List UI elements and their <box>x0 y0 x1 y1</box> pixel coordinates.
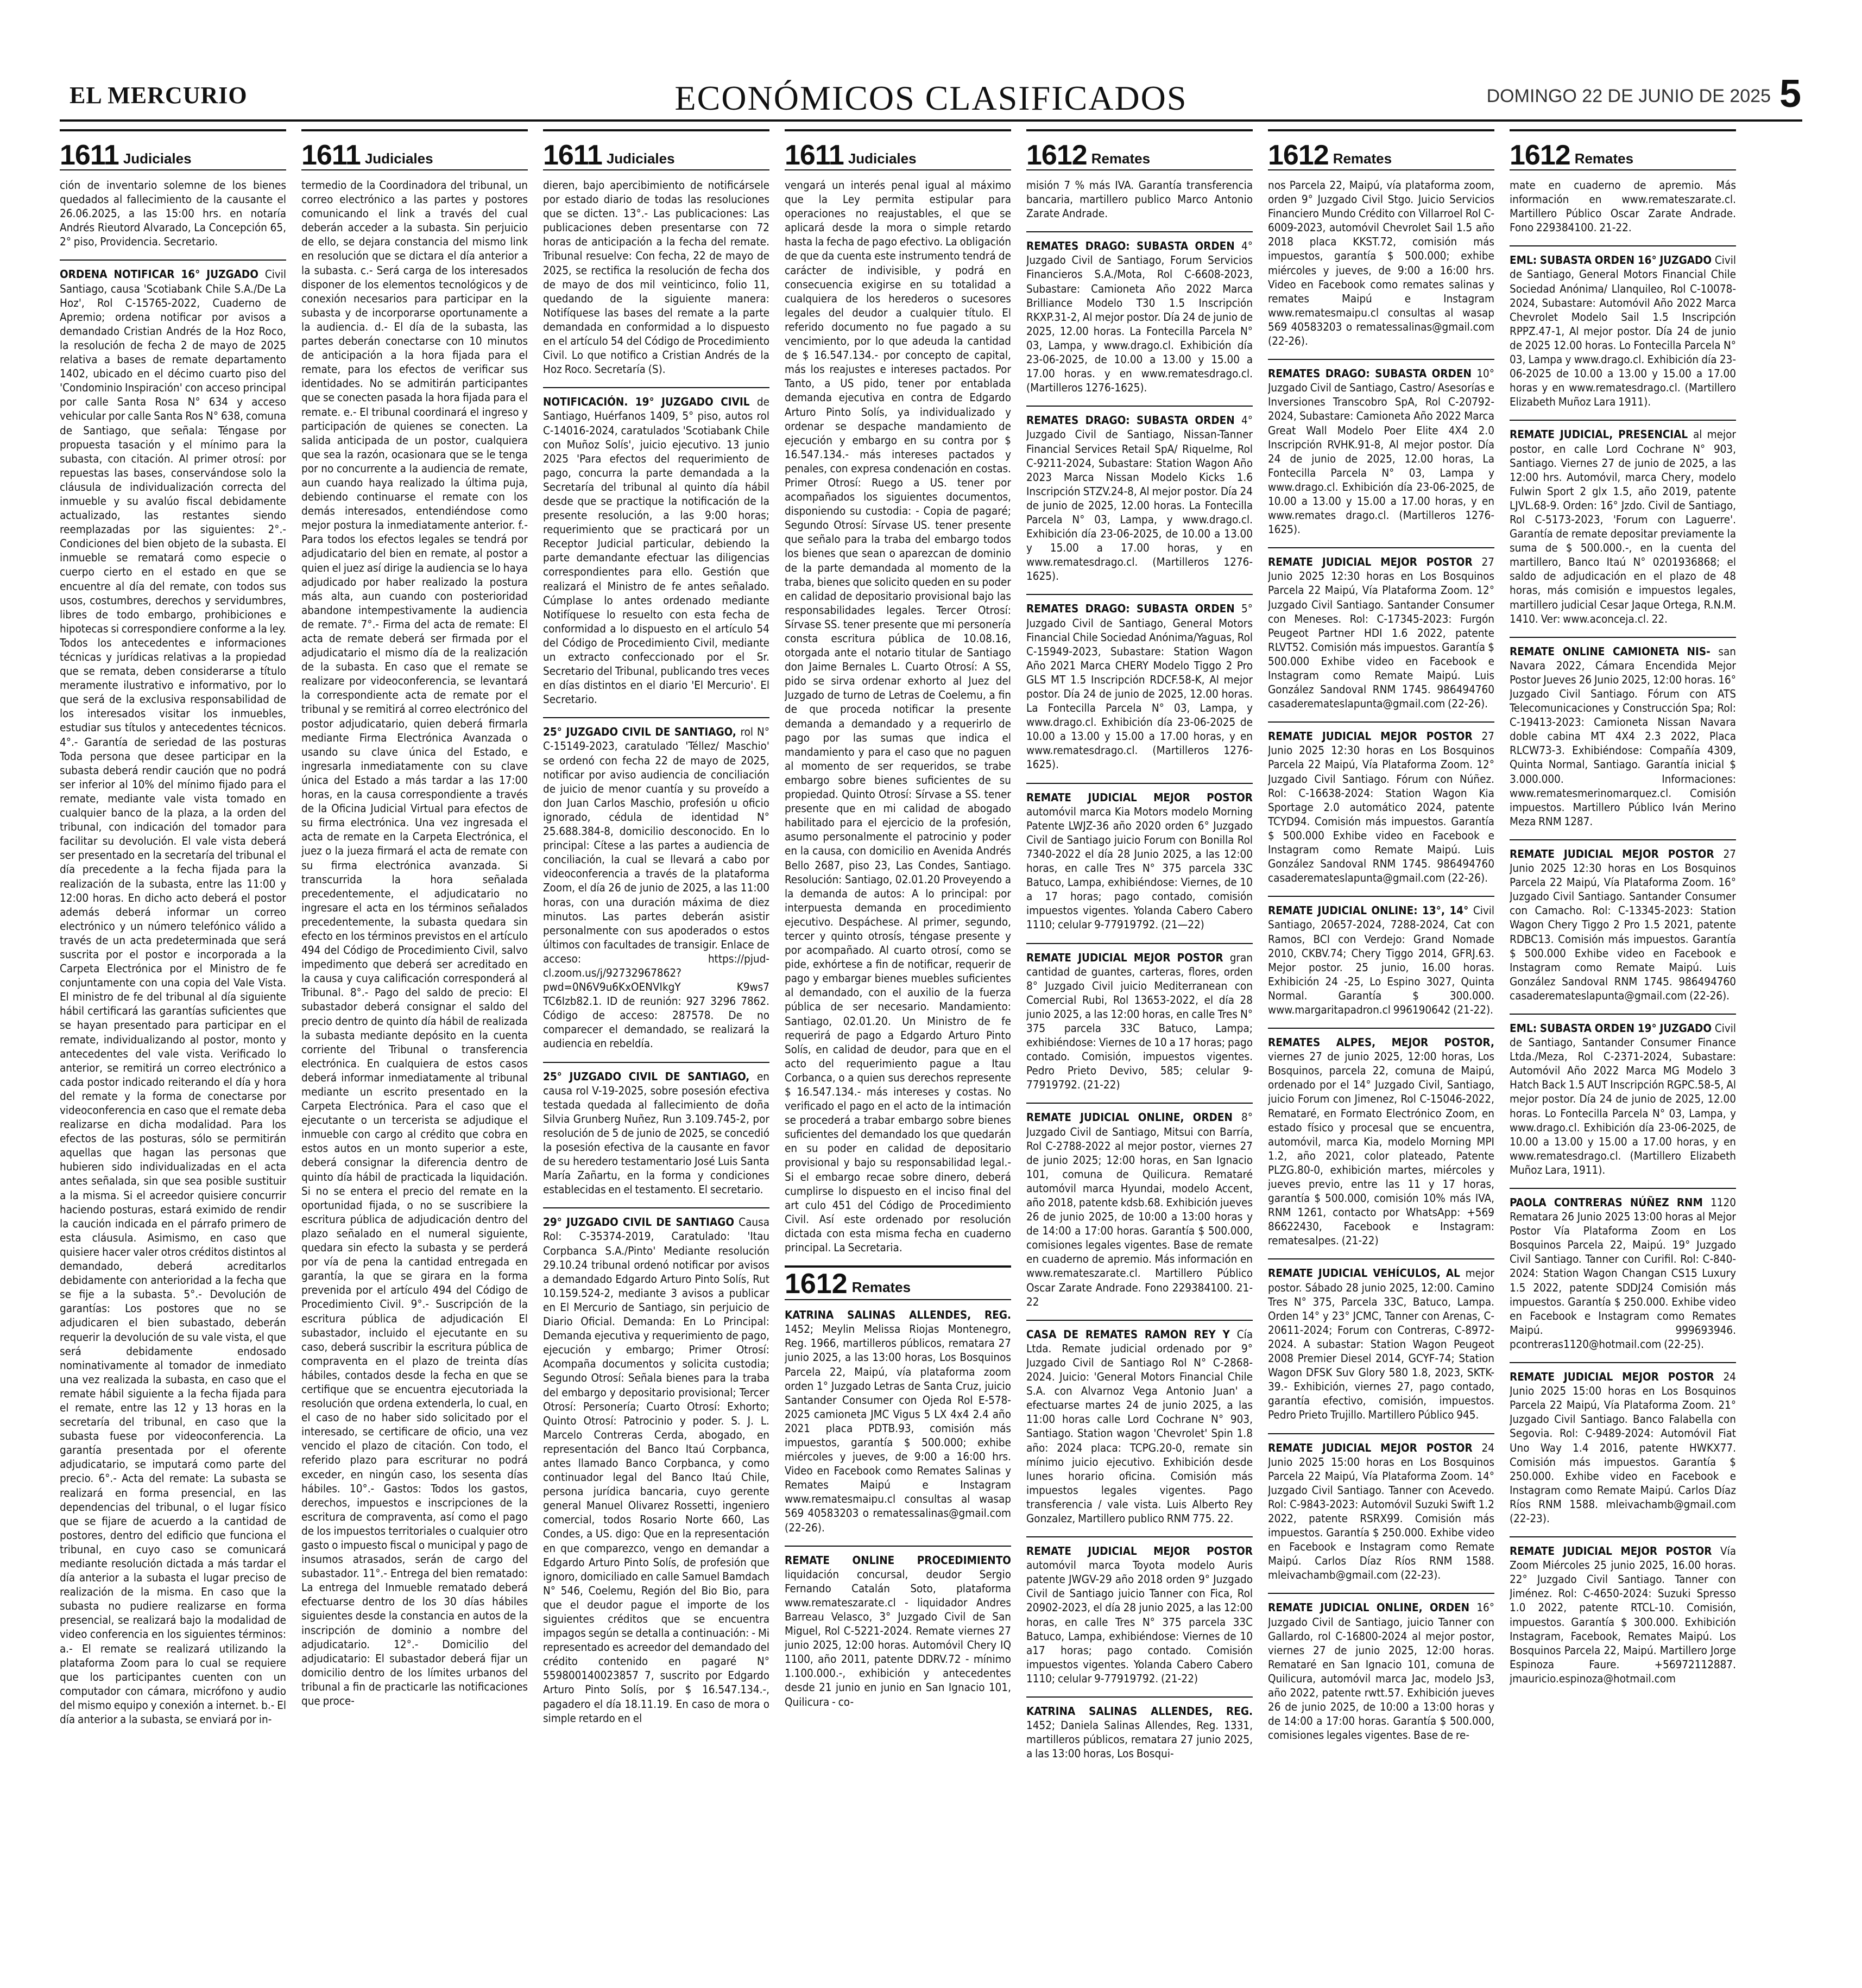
ad-heading: NOTIFICACIÓN. 19° JUZGADO CIVIL <box>543 395 757 409</box>
category-code: 1612 <box>785 1268 848 1300</box>
ad-body: Civil Santiago, 20657-2024, 7288-2024, Cat con Ramos, BCI con Verdejo: Grand Nomade 2010, CKBV.74; Chery Tiggo 2014, GFRJ.63. Mejor postor. 25 junio, 16.00 horas. Exhibición 24 -25, Lo Espino 3027, Quinta Normal. Garantía $ 300.000. www.margaritapadron.cl 996190642 (21-22). <box>1268 904 1494 1016</box>
ad-heading: REMATES ALPES, MEJOR POSTOR, <box>1268 1036 1494 1049</box>
ad-body: automóvil marca Toyota modelo Auris patente JWGV-29 año 2018 orden 9° Juzgado Civil de Santiago juicio Tanner con Fica, Rol 20902-2023, el día 28 junio 2025, a las 12:00 horas, en calle Tres N° 375 parcela 33C Batuco, Lampa, exhibiéndose: Viernes de 10 a17 horas; pago contado. Comisión impuestos vigentes. Yolanda Cabero Cabero 1110; celular 9-77919792. (21-22) <box>1026 1559 1253 1685</box>
classified-ad <box>543 1062 769 1197</box>
classified-ad <box>785 1546 1011 1709</box>
category-name: Judiciales <box>848 150 917 167</box>
classified-ad <box>1510 178 1736 235</box>
ad-body: 27 Junio 2025 12:30 horas en Los Bosquinos Parcela 22 Maipú, Vía Plataforma Zoom. 12° Juzgado Civil Santiago. Santander Consumer con Meneses. Rol: C-17345-2023: Furgón Peugeot Partner HDI 1.6 2022, patente RLVT52. Comisión más impuestos. Garantía $ 500.000 Exhibe video en Facebook e Instagram como Remate Maipú. Luis González Sandoval RNM 1745. 986494760 casaderemateslapunta@gmail.com (22-26). <box>1268 555 1494 711</box>
ad-heading: REMATE ONLINE PROCEDIMIENTO <box>785 1553 1011 1567</box>
ad-heading: REMATE JUDICIAL MEJOR POSTOR <box>1268 555 1482 569</box>
category-name: Remates <box>1333 150 1392 167</box>
category-name: Judiciales <box>123 150 192 167</box>
category-code: 1612 <box>1026 140 1087 171</box>
classified-ad <box>1510 1014 1736 1177</box>
ad-body: Cía Ltda. Remate judicial ordenado por 9° Juzgado Civil de Santiago Rol N° C-2868-2024. Juicio: 'General Motors Financial Chile S.A. con Alvarnoz Vega Antonio Juan' a efectuarse martes 24 de junio 2025, a las 11:00 horas calle Lord Cochrane N° 903, Santiago. Station wagon 'Chevrolet' Spin 1.8 año: 2024 placa: TCPG.20-0, remate sin mínimo juicio ejecutivo. Exhibición desde lunes horario oficina. Comisión más impuestos legales vigentes. Pago transferencia / vale vista. Luis Alberto Rey Gonzalez, Martillero publico RNM 775. 22. <box>1026 1327 1253 1525</box>
column-4 <box>785 129 1011 1975</box>
category-name: Remates <box>1091 150 1151 167</box>
classified-ad <box>543 387 769 706</box>
ad-heading: REMATE JUDICIAL MEJOR POSTOR <box>1268 730 1482 743</box>
ad-body: 8° Juzgado Civil de Santiago, Mitsui con Barría, Rol C-2788-2022 al mejor postor, viernes 27 de junio 2025; 12:00 horas, en San Ignacio 101, comuna de Quilicura. Remataré automóvil marca Hyundai, modelo Accent, año 2018, patente kdsb.68. Exhibición jueves 26 de junio 2025, de 10:00 a 13:00 horas y de 14:00 a 17:00 horas. Garantía $ 500.000, comisiones legales vigentes. Base de remate en cuaderno de apremio. Más información en www.remateszarate.cl. Martillero Público Oscar Zarate Andrade. Fono 229384100. 21-22 <box>1026 1111 1253 1308</box>
ad-body: 4° Juzgado Civil de Santiago, Forum Servicios Financieros S.A./Mota, Rol C-6608-2023, Subastare: Camioneta Año 2022 Marca Brilliance Modelo T30 1.5 Inscripción RKXP.31-2, Al mejor postor. Día 24 de junio de 2025, 12.00 horas. La Fontecilla Parcela N° 03, Lampa, y www.drago.cl. Exhibición día 23-06-2025, de 10.00 a 13.00 y 15.00 a 17.00 horas. y en www.rematesdrago.cl. (Martilleros 1276-1625). <box>1026 239 1253 395</box>
column-2 <box>301 129 528 1975</box>
edition-date: DOMINGO 22 DE JUNIO DE 2025 <box>1486 86 1771 106</box>
classified-ad <box>543 178 769 376</box>
column-header <box>785 129 1011 170</box>
ad-body: termedio de la Coordinadora del tribunal, un correo electrónico a las partes y postores comunicando el link a través del cual deberán acceder a la subasta. Sin perjuicio de ello, se dejara constancia del mismo link en resolución que se dictara el día anterior a la subasta. c.- Será carga de los interesados disponer de los elementos tecnológicos y de conexión necesarios para participar en la subasta y de incorporarse oportunamente a la audiencia. d.- El día de la subasta, las partes deberán conectarse con 10 minutos de anticipación a la hora fijada para el remate, para los efectos de verificar sus identidades. No se admitirán participantes que se conecten pasada la hora fijada para el remate. e.- El tribunal coordinará el ingreso y participación de quienes se conecten. La salida anticipada de un postor, cualquiera que sea la razón, ocasionara que se le tenga por no concurrente a la audiencia de remate, aun cuando haya realizado la última puja, debiendo continuarse el remate con los demás interesados, entendiéndose como mejor postura la inmediatamente anterior. f.- Para todos los efectos legales se tendrá por adjudicatario del bien en remate, al postor a quien el juez así dirige la audiencia se lo haya adjudicado por haber realizado la postura más alta, aun cuando con posterioridad abandone intempestivamente la audiencia de remate. 7°.- Firma del acta de remate: El acta de remate deberá ser firmada por el adjudicatario el mismo día de la realización de la subasta. En caso que el remate se realizare por videoconferencia, se levantará la correspondiente acta de remate por el tribunal y se remitirá al correo electrónico del postor adjudicatario, quien deberá firmarla mediante Firma Electrónica Avanzada o usando su clave única del Estado, e ingresarla inmediatamente con su clave única del Estado a más tardar a las 17:00 horas, en la causa correspondiente a través de la Oficina Judicial Virtual para efectos de su firma electrónica. Una vez ingresada el acta de remate en la Carpeta Electrónica, el juez o la jueza firmará el acta de remate con su firma electrónica avanzada. Si transcurrida la hora señalada precedentemente, el adjudicatario no ingresare el acta en los términos señalados precedentemente, la subasta quedara sin efecto en los términos previstos en el artículo 494 del Código de Procedimiento Civil, salvo impedimento que deberá ser acreditado en la causa y cuya calificación corresponderá al Tribunal. 8°.- Pago del saldo de precio: El subastador deberá consignar el saldo del precio dentro de quinto día hábil de realizada la subasta mediante depósito en la cuenta corriente del Tribunal o transferencia electrónica. En cualquiera de estos casos deberá informar inmediatamente al tribunal mediante un escrito presentado en la Carpeta Electrónica. Para el caso que el ejecutante o un tercerista se adjudique el inmueble con cargo al crédito que cobra en estos autos en un monto superior a este, deberá consignar la diferencia dentro de quinto día hábil de practicada la liquidación. Si no se entera el precio del remate en la oportunidad fijada, o no se suscribiere la escritura pública de adjudicación dentro del plazo señalado en el numeral siguiente, quedara sin efecto la subasta y se perderá por vía de pena la cantidad entregada en garantía, la que se girara en la forma prevenida por el artículo 494 del Código de Procedimiento Civil. 9°.- Suscripción de la escritura pública de adjudicación El subastador, incluido el ejecutante en su caso, deberá suscribir la escritura pública de compraventa en el plazo de treinta días hábiles, contados desde la fecha en que se certifique que se encuentra ejecutoriada la resolución que ordena extenderla, lo cual, en el caso de no haber sido solicitado por el interesado, se certificare de oficio, una vez vencido el plazo de citación. Con todo, el referido plazo para escriturar no podrá exceder, en ningún caso, los sesenta días hábiles. 10°.- Gastos: Todos los gastos, derechos, impuestos e inscripciones de la escritura de compraventa, así como el pago de los impuestos territoriales o cualquier otro gasto o impuesto fiscal o municipal y pago de insumos atrasados, serán de cargo del subastador. 11°.- Entrega del bien rematado: La entrega del Inmueble rematado deberá efectuarse dentro de los 30 días hábiles siguientes desde la constancia en autos de la inscripción de dominio a nombre del adjudicatario. 12°.- Domicilio del adjudicatario: El subastador deberá fijar un domicilio dentro de los límites urbanos del tribunal a fin de practicarle las notificaciones que proce- <box>301 179 528 1708</box>
classified-ad <box>1510 1536 1736 1686</box>
category-code: 1611 <box>543 140 602 171</box>
column-header <box>1026 129 1253 170</box>
classified-ad <box>1026 231 1253 395</box>
column-5 <box>1026 129 1253 1975</box>
ad-body: 16° Juzgado Civil de Santiago, juicio Tanner con Gallardo, rol C-16800-2024 al mejor postor, viernes 27 de junio 2025, 12:00 horas. Remataré en San Ignacio 101, comuna de Quilicura, automóvil marca Jac, modelo Js3, año 2022, patente rwtt.57. Exhibición jueves 26 de junio 2025, de 10:00 a 13:00 horas y de 14:00 a 17:00 horas. Garantía $ 500.000, comisiones legales vigentes. Base de re- <box>1268 1601 1494 1742</box>
ad-heading: REMATE JUDICIAL VEHÍCULOS, AL <box>1268 1267 1466 1280</box>
classified-ad <box>1510 1362 1736 1525</box>
ad-body: vengará un interés penal igual al máximo que la Ley permita estipular para operaciones no reajustables, el que se aplicará desde la mora o simple retardo hasta la fecha de pago efectivo. La obligación de que da cuenta este instrumento tendrá de carácter de indivisible, y podrá en consecuencia exigirse en su totalidad a cualquiera de los herederos o sucesores legales del deudor a cualquier título. El referido documento no fue pagado a su vencimiento, por lo que adeuda la cantidad de $ 16.547.134.- por concepto de capital, más los reajustes e intereses pactados. Por Tanto, a US pido, tener por entablada demanda ejecutiva en contra de Edgardo Arturo Pinto Solís, ya individualizado y ordenar se despache mandamiento de ejecución y embargo en su contra por $ 16.547.134.- más intereses pactados y penales, con expresa condenación en costas. Primer Otrosí: Ruego a US. tener por acompañados los siguientes documentos, disponiendo su custodia: - Copia de pagaré; Segundo Otrosí: Sírvase US. tener presente que señalo para la traba del embargo todos los bienes que sean o aparezcan de dominio de la parte demandada al momento de la traba, bienes que solicito queden en su poder en calidad de depositario provisional bajo las responsabilidades legales. Tercer Otrosí: Sírvase SS. tener presente que mi personería consta escritura pública de 10.08.16, otorgada ante el notario titular de Santiago don Jaime Bernales L. Cuarto Otrosí: A SS, pido se sirva ordenar exhorto al Juez del Juzgado de turno de Letras de Coelemu, a fin de que proceda notificar la presente demanda a demandado y a requerirlo de pago por las sumas que indica el mandamiento y para el caso que no paguen al momento de ser requeridos, se trabe embargo sobre bienes suficientes de su propiedad. Quinto Otrosí: Sírvase a SS. tener presente que en mi calidad de abogado habilitado para el ejercicio de la profesión, asumo personalmente el patrocinio y poder en la causa, con domicilio en Avenida Andrés Bello 2687, piso 23, Las Condes, Santiago. Resolución: Santiago, 02.01.20 Proveyendo a la demanda de autos: A lo principal: por interpuesta demanda en procedimiento ejecutivo. Despáchese. Al primer, segundo, tercer y quinto otrosís, téngase presente y por acompañado. Al cuarto otrosí, como se pide, exhórtese a fin de notificar, requerir de pago y embargar bienes muebles suficientes al demandado, con el auxilio de la fuerza pública de ser necesario. Mandamiento: Santiago, 02.01.20. Un Ministro de fe requerirá de pago a Edgardo Arturo Pinto Solís, en calidad de deudor, para que en el acto del requerimiento pague a Itau Corbanca, o a quien sus derechos represente $ 16.547.134.- más intereses y costas. No verificado el pago en el acto de la intimación se procederá a trabar embargo sobre bienes suficientes del demandado los que quedarán en su poder en calidad de depositario provisional y bajo su responsabilidad legal.- Si el embargo recae sobre dinero, deberá cumplirse lo dispuesto en el inciso final del art culo 451 del Código de Procedimiento Civil. Así este ordenado por resolución dictada con esta misma fecha en cuaderno principal. La Secretaria. <box>785 179 1011 1255</box>
classified-ad <box>1268 721 1494 885</box>
classified-ad <box>1026 783 1253 932</box>
ad-body: 1120 Rematara 26 Junio 2025 13:00 horas al Mejor Postor Vía Plataforma Zoom en Los Bosquinos Parcela 22, Maipú. 19° Juzgado Civil Santiago. Tanner con Curifil. Rol: C-840-2024: Station Wagon Changan CS15 Luxury 1.5 2022, patente SDDJ24 Comisión más impuestos. Garantía $ 250.000. Exhibe video en Facebook e Instagram como Remates Maipú. 999693946. pcontreras1120@hotmail.com (22-25). <box>1510 1196 1736 1351</box>
ad-body: Civil de Santiago, General Motors Financial Chile Sociedad Anónima/ Llanquileo, Rol C-10078-2024, Subastare: Automóvil Año 2022 Marca Chevrolet Modelo Sail 1.5 Inscripción RPPZ.47-1, Al mejor postor. Día 24 de junio de 2025 12.00 horas. Lo Fontecilla Parcela N° 03, Lampa y www.drago.cl. Exhibición día 23-06-2025 de 10.00 a 13.00 y 15.00 a 17.00 horas y en www.rematesdrago.cl. (Martillero Elizabeth Muñoz Lara 1911). <box>1510 254 1736 409</box>
ad-body: san Navara 2022, Cámara Encendida Mejor Postor Jueves 26 Junio 2025, 12:00 horas. 16° Juzgado Civil Santiago. Fórum con ATS Telecomunicaciones y Construcción Spa; Rol: C-19413-2023: Camioneta Nissan Navara doble cabina MT 4X4 2.3 2022, Placa RLCW73-3. Exhibiéndose: Compañía 4309, Quinta Normal, Santiago. Garantía inicial $ 3.000.000. Informaciones: www.rematesmerinomarquez.cl. Comisión impuestos. Martillero Público Iván Merino Meza RNM 1287. <box>1510 644 1736 828</box>
ad-heading: CASA DE REMATES RAMON REY Y <box>1026 1327 1237 1341</box>
ad-heading: REMATE JUDICIAL, PRESENCIAL <box>1510 428 1693 441</box>
ad-body: automóvil marca Kia Motors modelo Morning Patente LWJZ-36 año 2020 orden 6° Juzgado Civil de Santiago juicio Forum con Bonilla Rol 7340-2022 el día 28 Junio 2025, a las 12:00 horas, en calle Tres N° 375 parcela 33C Batuco, Lampa, exhibiéndose: Viernes, de 10 a 17 horas; pago contado, comisión impuestos vigentes. Yolanda Cabero Cabero 1110; celular 9-77919792. (21—22) <box>1026 805 1253 932</box>
ad-body: liquidación concursal, deudor Sergio Fernando Catalán Soto, plataforma www.remateszarate.cl - liquidador Andres Barreau Velasco, 3° Juzgado Civil de San Miguel, Rol C-5221-2024. Remate viernes 27 junio 2025, 12:00 horas. Automóvil Chery IQ 1100, año 2011, patente DDRV.72 - mínimo 1.100.000.-, exhibición y antecedentes desde 21 junio en junio en San Ignacio 101, Quilicura - co- <box>785 1567 1011 1708</box>
ad-heading: REMATE JUDICIAL MEJOR POSTOR <box>1510 1370 1724 1384</box>
ad-heading: REMATE JUDICIAL MEJOR POSTOR <box>1026 790 1253 804</box>
ad-body: 27 Junio 2025 12:30 horas en Los Bosquinos Parcela 22 Maipú, Vía Plataforma Zoom. 12° Juzgado Civil Santiago. Fórum con Núñez. Rol: C-16638-2024: Station Wagon Kia Sportage 2.0 automático 2024, patente TCYD94. Comisión más impuestos. Garantía $ 500.000 Exhibe video en Facebook e Instagram como Remate Maipú. Luis González Sandoval RNM 1745. 986494760 casaderemateslapunta@gmail.com (22-26). <box>1268 730 1494 885</box>
ad-body: gran cantidad de guantes, carteras, flores, orden 8° Juzgado Civil juicio Mediterranean con Comercial Rubi, Rol 13653-2022, el día 28 junio 2025, a las 12:00 horas, en calle Tres N° 375 parcela 33C Batuco, Lampa; exhibiéndose: Viernes de 10 a 17 horas; pago contado. Comisión, impuestos vigentes. Pedro Prieto Devivo, 585; celular 9-77919792. (21-22) <box>1026 951 1253 1092</box>
classified-ad <box>785 1308 1011 1535</box>
category-name: Judiciales <box>364 150 433 167</box>
ad-body: 5° Juzgado Civil de Santiago, General Motors Financial Chile Sociedad Anónima/Yaguas, Rol C-15949-2023, Subastare: Station Wagon Año 2021 Marca CHERY Modelo Tiggo 2 Pro GLS MT 1.5 Inscripción RDCF.58-K, Al mejor postor. Día 24 de junio de 2025, 12.00 horas. La Fontecilla Parcela N° 03, Lampa, y www.drago.cl. Exhibición día 23-06-2025 de 10.00 a 13.00 y 15.00 a 17.00 horas, y en www.rematesdrago.cl. (Martilleros 1276-1625). <box>1026 602 1253 771</box>
ad-heading: REMATES DRAGO: SUBASTA ORDEN <box>1268 367 1477 381</box>
classified-ad <box>1268 359 1494 536</box>
ad-heading: REMATE JUDICIAL ONLINE: 13°, 14° <box>1268 904 1473 917</box>
ad-body: rol N° C-15149-2023, caratulado 'Téllez/ Maschio' se ordenó con fecha 22 de mayo de 2025, notificar por aviso audiencia de conciliación de juicio de menor cuantía y su proveído a don Juan Carlos Maschio, profesión u oficio ignorado, cédula de identidad N° 25.688.384-8, domicilio desconocido. En lo principal: Cítese a las partes a audiencia de conciliación, la cual se llevará a cabo por videoconferencia a través de la plataforma Zoom, el día 26 de junio de 2025, a las 11:00 horas, con una duración máxima de diez minutos. Las partes deberán asistir personalmente con sus apoderados o estos últimos con facultades de transigir. Enlace de acceso: https://pjud-cl.zoom.us/j/92732967862?pwd=0N6V9u6KxOENVIkgY K9ws7 TC6Izb82.1. ID de reunión: 927 3296 7862. Código de acceso: 287578. De no comparecer el demandado, se realizará la audiencia en rebeldía. <box>543 725 769 1050</box>
ad-body: al mejor postor, en calle Lord Cochrane N° 903, Santiago. Viernes 27 de junio de 2025, a las 12:00 hrs. Automóvil, marca Chery, modelo Fulwin Sport 2 glx 1.5, año 2019, patente LJVL.68-9. Orden: 16° Jzdo. Civil de Santiago, Rol C-5173-2023, 'Forum con Laguerre'. Garantía de remate depositar previamente la suma de $ 500.000.-, en la cuenta del martillero, Banco Itaú N° 0201936868; el saldo de adjudicación en el plazo de 48 horas, más comisión e impuestos legales, martillero judicial Cesar Jaque Ortega, R.N.M. 1410. Ver: www.aconceja.cl. 22. <box>1510 428 1736 625</box>
classified-ad <box>1268 1028 1494 1248</box>
classified-ad <box>301 178 528 1708</box>
newspaper-logo: EL MERCURIO <box>70 82 248 109</box>
ad-heading: REMATE JUDICIAL MEJOR POSTOR <box>1510 1544 1720 1558</box>
classified-ad <box>1026 1103 1253 1308</box>
classified-ad <box>785 178 1011 1255</box>
ad-heading: 25° JUZGADO CIVIL DE SANTIAGO, <box>543 1069 757 1083</box>
classified-ad <box>1026 1696 1253 1761</box>
ad-heading: REMATES DRAGO: SUBASTA ORDEN <box>1026 239 1242 253</box>
category-code: 1611 <box>301 140 361 171</box>
column-header <box>1510 129 1736 170</box>
ad-heading: 25° JUZGADO CIVIL DE SANTIAGO, <box>543 725 741 739</box>
ad-body: misión 7 % más IVA. Garantía transferencia bancaria, martillero publico Marco Antonio Zarate Andrade. <box>1026 179 1253 220</box>
category-code: 1611 <box>60 140 119 171</box>
masthead <box>60 72 1802 122</box>
ad-body: 1452; Meylin Melissa Riojas Montenegro, Reg. 1966, martilleros públicos, rematara 27 junio 2025, a las 13:00 horas, Los Bosquinos Parcela 22, Maipú, vía plataforma zoom orden 1° Juzgado Letras de Santa Cruz, juicio Santander Consumer con Ojeda Rol E-578-2025 camioneta JMC Vigus 5 LX 4x4 2.4 año 2021 placa PDTB.93, comisión más impuestos, garantía $ 500.000; exhibe miércoles y jueves, de 9:00 a 16:00 hrs. Video en Facebook como Remates Salinas y Remates Maipú e Instagram www.rematesmaipu.cl consultas al wasap 569 40583203 o rematessalinas@gmail.com (22-26). <box>785 1322 1011 1534</box>
ad-heading: KATRINA SALINAS ALLENDES, REG. <box>1026 1705 1253 1718</box>
ad-heading: KATRINA SALINAS ALLENDES, REG. <box>785 1308 1011 1322</box>
ad-body: 4° Juzgado Civil de Santiago, Nissan-Tanner Financial Services Retail SpA/ Riquelme, Rol C-9211-2024, Subastare: Station Wagon Año 2023 Marca Nissan Modelo Kicks 1.6 Inscripción STZV.24-8, Al mejor postor. Día 24 de junio de 2025, 12.00 horas. La Fontecilla Parcela N° 03, Lampa, y www.drago.cl. Exhibición día 23-06-2025, de 10.00 a 13.00 y 15.00 a 17.00 horas, y en www.rematesdrago.cl. (Martilleros 1276-1625). <box>1026 414 1253 583</box>
classified-ad <box>1510 420 1736 625</box>
category-code: 1612 <box>1510 140 1570 171</box>
category-name: Remates <box>851 1279 911 1296</box>
classified-ad <box>1026 594 1253 771</box>
column-7 <box>1510 129 1736 1975</box>
ad-body: Causa Rol: C-35374-2019, Caratulado: 'Itau Corpbanca S.A./Pinto' Mediante resolución 29.10.24 tribunal ordenó notificar por avisos a demandado Edgardo Arturo Pinto Solís, Rut 10.159.524-2, mediante 3 avisos a publicar en El Mercurio de Santiago, sin perjuicio de Diario Oficial. Demanda: En Lo Principal: Demanda ejecutiva y requerimiento de pago, ejecución y embargo; Primer Otrosí: Acompaña documentos y solicita custodia; Segundo Otrosí: Señala bienes para la traba del embargo y depositario provisional; Tercer Otrosí: Personería; Cuarto Otrosí: Exhorto; Quinto Otrosí: Patrocinio y poder. S. J. L. Marcelo Contreras Cerda, abogado, en representación del Banco Itaú Corpbanca, antes llamado Banco Corpbanca, y como continuador legal del Banco Itaú Chile, persona jurídica bancaria, cuyo gerente general Manuel Olivarez Rossetti, ingeniero comercial, todos Rosario Norte 660, Las Condes, a US. digo: Que en la representación en que comparezco, vengo en demandar a Edgardo Arturo Pinto Solís, de profesión que ignoro, domiciliado en calle Samuel Bamdach N° 546, Coelemu, Región del Bio Bio, para que el deudor pague el importe de los siguientes créditos que se encuentra impagos según se detalla a continuación: - Mi representado es acreedor del demandado del crédito contenido en pagaré N° 559800140023857 7, suscrito por Edgardo Arturo Pinto Solís, por $ 16.547.134.-, pagadero el día 18.11.19. En caso de mora o simple retardo en el <box>543 1215 769 1725</box>
ad-heading: EML: SUBASTA ORDEN 19° JUZGADO <box>1510 1021 1715 1035</box>
ad-heading: REMATE ONLINE CAMIONETA NIS- <box>1510 644 1719 658</box>
ad-heading: REMATE JUDICIAL MEJOR POSTOR <box>1268 1441 1482 1454</box>
category-name: Judiciales <box>606 150 675 167</box>
classified-ad <box>1268 1433 1494 1582</box>
classified-ad <box>1026 406 1253 583</box>
column-1 <box>60 129 286 1975</box>
classified-ad <box>1026 1320 1253 1525</box>
classified-ad <box>1026 943 1253 1092</box>
classified-ad <box>60 178 286 249</box>
column-header <box>543 129 769 170</box>
ad-body: mate en cuaderno de apremio. Más información en www.remateszarate.cl. Martillero Público Oscar Zarate Andrade. Fono 229384100. 21-22. <box>1510 179 1736 235</box>
ad-heading: REMATES DRAGO: SUBASTA ORDEN <box>1026 414 1242 427</box>
classified-ad <box>1268 896 1494 1017</box>
ad-body: 10° Juzgado Civil de Santiago, Castro/ Asesorías e Inversiones Transcobro SpA, Rol C-20792-2024, Subastare: Camioneta Año 2022 Marca Great Wall Modelo Poer Elite 4X4 2.0 Inscripción RVHK.91-8, Al mejor postor. Día 24 de junio de 2025, 12.00 horas, La Fontecilla Parcela N° 03, Lampa y www.drago.cl. Exhibición día 23-06-2025, de 10.00 a 13.00 y 15.00 a 17.00 horas, y en www.remates drago.cl. (Martilleros 1276-1625). <box>1268 367 1494 536</box>
ad-heading: PAOLA CONTRERAS NÚÑEZ RNM <box>1510 1196 1711 1209</box>
classified-ad <box>1510 245 1736 409</box>
ad-body: en causa rol V-19-2025, sobre posesión efectiva testada quedada al fallecimiento de doña Silvia Grunberg Nuñez, Run 3.109.745-2, por resolución de 5 de junio de 2025, se concedió la posesión efectiva de la causante en favor de su heredero testamentario José Luis Santa María Zañartu, en la forma y condiciones establecidas en el testamento. El secretario. <box>543 1069 769 1196</box>
classified-ad <box>1268 547 1494 711</box>
ad-body: Civil de Santiago, Santander Consumer Finance Ltda./Meza, Rol C-2371-2024, Subastare: Automóvil Año 2022 Marca MG Modelo 3 Hatch Back 1.5 AUT Inscripción RGPC.58-5, Al mejor postor. Día 24 de junio de 2025, 12.00 horas. Lo Fontecilla Parcela N° 03, Lampa, y www.drago.cl. Exhibición día 23-06-2025, de 10.00 a 13.00 y 15.00 a 17.00 horas, y en www.rematesdrago.cl. (Martillero Elizabeth Muñoz Lara, 1911). <box>1510 1021 1736 1176</box>
ad-heading: 29° JUZGADO CIVIL DE SANTIAGO <box>543 1215 739 1229</box>
ad-body: ción de inventario solemne de los bienes quedados al fallecimiento de la causante el 26.06.2025, a las 15:00 hrs. en notaría Andrés Rieutord Alvarado, La Concepción 65, 2° piso, Providencia. Secretario. <box>60 179 286 249</box>
inline-category-header <box>785 1265 1011 1300</box>
ad-body: 27 Junio 2025 12:30 horas en Los Bosquinos Parcela 22 Maipú, Vía Plataforma Zoom. 16° Juzgado Civil Santiago. Santander Consumer con Camacho. Rol: C-13345-2023: Station Wagon Chery Tiggo 2 Pro 1.5 2021, patente RDBC13. Comisión más impuestos. Garantía $ 500.000 Exhibe video en Facebook e Instagram como Remate Maipú. Luis González Sandoval RNM 1745. 986494760 casaderemateslapunta@gmail.com (22-26). <box>1510 847 1736 1002</box>
section-title: ECONÓMICOS CLASIFICADOS <box>674 79 1188 117</box>
ad-body: Vía Zoom Miércoles 25 junio 2025, 16.00 horas. 22° Juzgado Civil Santiago. Tanner con Jiménez. Rol: C-4650-2024: Suzuki Spresso 1.0 2022, patente RTCL-10. Comisión, impuestos. Garantía $ 300.000. Exhibición Instagram, Facebook, Remates Maipú. Los Bosquinos Parcela 22, Maipú. Martillero Jorge Espinoza Faure. +56972112887. jmauricio.espinoza@hotmail.com <box>1510 1544 1736 1685</box>
ad-heading: REMATE JUDICIAL MEJOR POSTOR <box>1510 847 1724 860</box>
ad-body: de Santiago, Huérfanos 1409, 5° piso, autos rol C-14016-2024, caratulados 'Scotiabank Chile con Muñoz Solís', juicio ejecutivo. 13 junio 2025 'Para efectos del requerimiento de pago, concurra la parte demandada a la Secretaría del tribunal al quinto día hábil desde que se practique la notificación de la presente resolución, a las 9:00 horas; requerimiento que se practicará por un Receptor Judicial particular, debiendo la parte demandante efectuar las diligencias correspondientes para ello. Gestión que realizará el Ministro de fe antes señalado. Cúmplase lo antes ordenado mediante Notifíquese lo resuelto con esta fecha de conformidad a lo dispuesto en el artículo 54 del Código de Procedimiento Civil, mediante un extracto confeccionado por el Sr. Secretario del Tribunal, publicando tres veces en días distintos en el diario 'El Mercurio'. El Secretario. <box>543 395 769 706</box>
column-header <box>60 129 286 170</box>
classified-ad <box>1510 839 1736 1003</box>
ad-body: 1452; Daniela Salinas Allendes, Reg. 1331, martilleros públicos, rematara 27 junio 2025, a las 13:00 horas, Los Bosqui- <box>1026 1719 1253 1761</box>
ad-heading: REMATE JUDICIAL ONLINE, ORDEN <box>1268 1601 1477 1615</box>
column-header <box>301 129 528 170</box>
ad-body: dieren, bajo apercibimiento de notificársele por estado diario de todas las resoluciones que se dicten. 13°.- Las publicaciones: Las publicaciones deben presentarse con 72 horas de anticipación a la fecha del remate. Tribunal resuelve: Con fecha, 22 de mayo de 2025, se rectifica la resolución de fecha dos de mayo de dos mil veinticinco, folio 11, quedando de la siguiente manera: Notifíquese las bases del remate a la parte demandada en conformidad a lo dispuesto en el artículo 54 del Código de Procedimiento Civil. Lo que notifico a Cristian Andrés de la Hoz Roco. Secretaría (S). <box>543 179 769 376</box>
page-number: 5 <box>1779 72 1801 116</box>
category-name: Remates <box>1574 150 1634 167</box>
category-code: 1611 <box>785 140 844 171</box>
category-code: 1612 <box>1268 140 1329 171</box>
ad-heading: REMATE JUDICIAL ONLINE, ORDEN <box>1026 1111 1242 1124</box>
ad-heading: REMATES DRAGO: SUBASTA ORDEN <box>1026 602 1242 616</box>
ad-heading: EML: SUBASTA ORDEN 16° JUZGADO <box>1510 254 1715 267</box>
column-6 <box>1268 129 1494 1975</box>
classified-ad <box>1268 1258 1494 1422</box>
classified-ad <box>60 259 286 1726</box>
ad-body: 24 Junio 2025 15:00 horas en Los Bosquinos Parcela 22 Maipú, Vía Plataforma Zoom. 14° Juzgado Civil Santiago. Tanner con Acevedo. Rol: C-9843-2023: Automóvil Suzuki Swift 1.2 2022, patente RSRX99. Comisión más impuestos. Garantía $ 250.000. Exhibe video en Facebook e Instagram como Remate Maipú. Carlos Díaz Ríos RNM 1588. mleivachamb@gmail.com (22-23). <box>1268 1441 1494 1582</box>
column-3 <box>543 129 769 1975</box>
ad-body: Civil Santiago, causa 'Scotiabank Chile S.A./De La Hoz', Rol C-15765-2022, Cuaderno de Apremio; ordena notificar por avisos a demandado Cristian Andrés de la Hoz Roco, la resolución de fecha 2 de mayo de 2025 relativa a bases de remate departamento 1402, ubicado en el décimo cuarto piso del 'Condominio Inspiración' con acceso principal por calle Santa Rosa N° 634 y acceso vehicular por calle Santa Ros N° 638, comuna de Santiago, que señala: Téngase por propuesta tasación y el mínimo para la subasta, con citación. Al primer otrosí: por repuestas las bases, conservándose solo la cláusula de individualización correcta del inmueble y su avalúo fiscal debidamente actualizado, las restantes siendo reemplazadas por las siguientes: 2°.- Condiciones del bien objeto de la subasta. El inmueble se rematará como especie o cuerpo cierto en el estado en que se encuentre al día del remate, con todos sus usos, costumbres, derechos y servidumbres, libres de todo embargo, prohibiciones e hipotecas si correspondiere conforme a la ley. Todos los antecedentes e informaciones técnicas y jurídicas relativas a la propiedad que se remata, deben considerarse a título meramente ilustrativo e informativo, por lo que será de la exclusiva responsabilidad de los interesados visitar los inmuebles, estudiar sus títulos y antecedentes técnicos. 4°.- Garantía de seriedad de las posturas Toda persona que desee participar en la subasta deberá rendir caución que no podrá ser inferior al 10% del mínimo fijado para el remate, mediante vale vista tomado en cualquier banco de la plaza, a la orden del tribunal, con indicación del tomador para facilitar su devolución. El vale vista deberá ser presentado en la secretaría del tribunal el día precedente a la fecha fijada para la realización de la subasta, entre las 11:00 y 12:00 horas. En dicho acto deberá el postor además deberá informar un correo electrónico y un número telefónico válido a través de un acta predeterminada que será suscrita por el postor e incorporada a la Carpeta Electrónica por el Ministro de fe conjuntamente con una copia del Vale Vista. El ministro de fe del tribunal al día siguiente hábil certificará las garantías suficientes que se hayan presentado para participar en el remate, individualizando al postor, monto y antecedentes del vale vista. Verificado lo anterior, se remitirá un correo electrónico a cada postor indicado reiterando el día y hora del remate y la forma de conectarse por videoconferencia en caso que el remate deba realizarse en dicha modalidad. Para los efectos de las posturas, sólo se permitirán aquellas que hagan las personas que hubieren sido individualizadas en el acta antes señalada, sin que sea posible sustituir a la misma. Si el acreedor quisiere concurrir haciendo posturas, estará eximido de rendir la caución indicada en el párrafo primero de esta cláusula. Asimismo, en caso que quisiere hacer valer otros créditos distintos al demandado, deberá acreditarlos debidamente con anterioridad a la fecha que se fije a la subasta. 5°.- Devolución de garantías: Los postores que no se adjudicaren el bien subastado, deberán requerir la devolución de su vale vista, el que será debidamente endosado nominativamente al tomador de inmediato una vez realizada la subasta, en caso que el remate hábil siguiente a la fecha fijada para el remate, entre las 12 y 13 horas en la secretaría del tribunal, en caso que la subasta fuese por videoconferencia. La garantía presentada por el oferente adjudicatario, se imputará como parte del precio. 6°.- Acta del remate: La subasta se realizará en forma presencial, en las dependencias del tribunal, o el lugar físico que se fijare de acuerdo a la cantidad de postores, dentro del edificio que funciona el tribunal, en cuyo caso se comunicará mediante resolución dictada a más tardar el día anterior a la subasta el lugar preciso de realización de la misma. En caso que la subasta no pudiere realizarse en forma presencial, se realizará bajo la modalidad de video conferencia en los siguientes términos: a.- El remate se realizará utilizando la plataforma Zoom para lo cual se requiere que los participantes cuenten con un computador con cámara, micrófono y audio del mismo equipo y conexión a internet. b.- El día anterior a la subasta, se enviará por in- <box>60 268 286 1726</box>
classified-ad <box>543 1207 769 1725</box>
ad-body: nos Parcela 22, Maipú, vía plataforma zoom, orden 9° Juzgado Civil Stgo. Juicio Servicios Financiero Mundo Crédito con Villarroel Rol C-6009-2023, automóvil Chevrolet Sail 1.5 año 2018 placa KKST.72, comisión más impuestos, garantía $ 500.000; exhibe miércoles y jueves, de 9:00 a 16:00 hrs. Video en Facebook como remates salinas y remates Maipú e Instagram www.rematesmaipu.cl consultas al wasap 569 40583203 o rematessalinas@gmail.com (22-26). <box>1268 179 1494 348</box>
classified-ad <box>1026 178 1253 220</box>
ad-heading: REMATE JUDICIAL MEJOR POSTOR <box>1026 951 1230 964</box>
column-header <box>1268 129 1494 170</box>
classified-ad <box>1510 637 1736 828</box>
classified-ad <box>1026 1536 1253 1686</box>
ad-body: mejor postor. Sábado 28 junio 2025, 12:00. Camino Tres N° 375, Parcela 33C, Batuco, Lampa. Orden 14° y 23° JCMC, Tanner con Arenas, C-20611-2024; Forum con Contreras, C-8972-2024. A subastar: Station Wagon Peugeot 2008 Premier Diesel 2014, GCYF-74; Station Wagon DFSK Suv Glory 580 1.8, 2023, SKTK-39.- Exhibición, viernes 27, pago contado, garantía efectivo, comisión, impuestos. Pedro Prieto Trujillo. Martillero Público 945. <box>1268 1267 1494 1422</box>
classified-ad <box>1510 1188 1736 1351</box>
classified-ad <box>543 717 769 1050</box>
classified-ad <box>1268 1593 1494 1742</box>
ad-heading: REMATE JUDICIAL MEJOR POSTOR <box>1026 1544 1253 1558</box>
ad-body: 24 Junio 2025 15:00 horas en Los Bosquinos Parcela 22 Maipú, Vía Plataforma Zoom. 21° Juzgado Civil Santiago. Banco Falabella con Segovia. Rol: C-9489-2024: Automóvil Fiat Uno Way 1.4 2016, patente HWKX77. Comisión más impuestos. Garantía $ 250.000. Exhibe video en Facebook e Instagram como Remate Maipú. Carlos Díaz Ríos RNM 1588. mleivachamb@gmail.com (22-23). <box>1510 1370 1736 1525</box>
classified-ad <box>1268 178 1494 348</box>
ad-body: viernes 27 de junio 2025, 12:00 horas, Los Bosquinos, parcela 22, comuna de Maipú, ordenado por el 14° Juzgado Civil, Santiago, juicio Forum con Jimenez, Rol C-15046-2022, Remataré, en Formato Electrónico Zoom, en estado físico y procesal que se encuentra, automóvil, marca Kia, modelo Morning MPI 1.2, año 2021, color plateado, Patente PLZG.80-0, exhibición martes, miércoles y jueves previo, entre las 11 y 17 horas, garantía $ 500.000, comisión 10% más IVA, RNM 1261, contacto por WhatsApp: +569 86622430, Facebook e Instagram: rematesalpes. (21-22) <box>1268 1050 1494 1248</box>
ad-heading: ORDENA NOTIFICAR 16° JUZGADO <box>60 268 265 281</box>
